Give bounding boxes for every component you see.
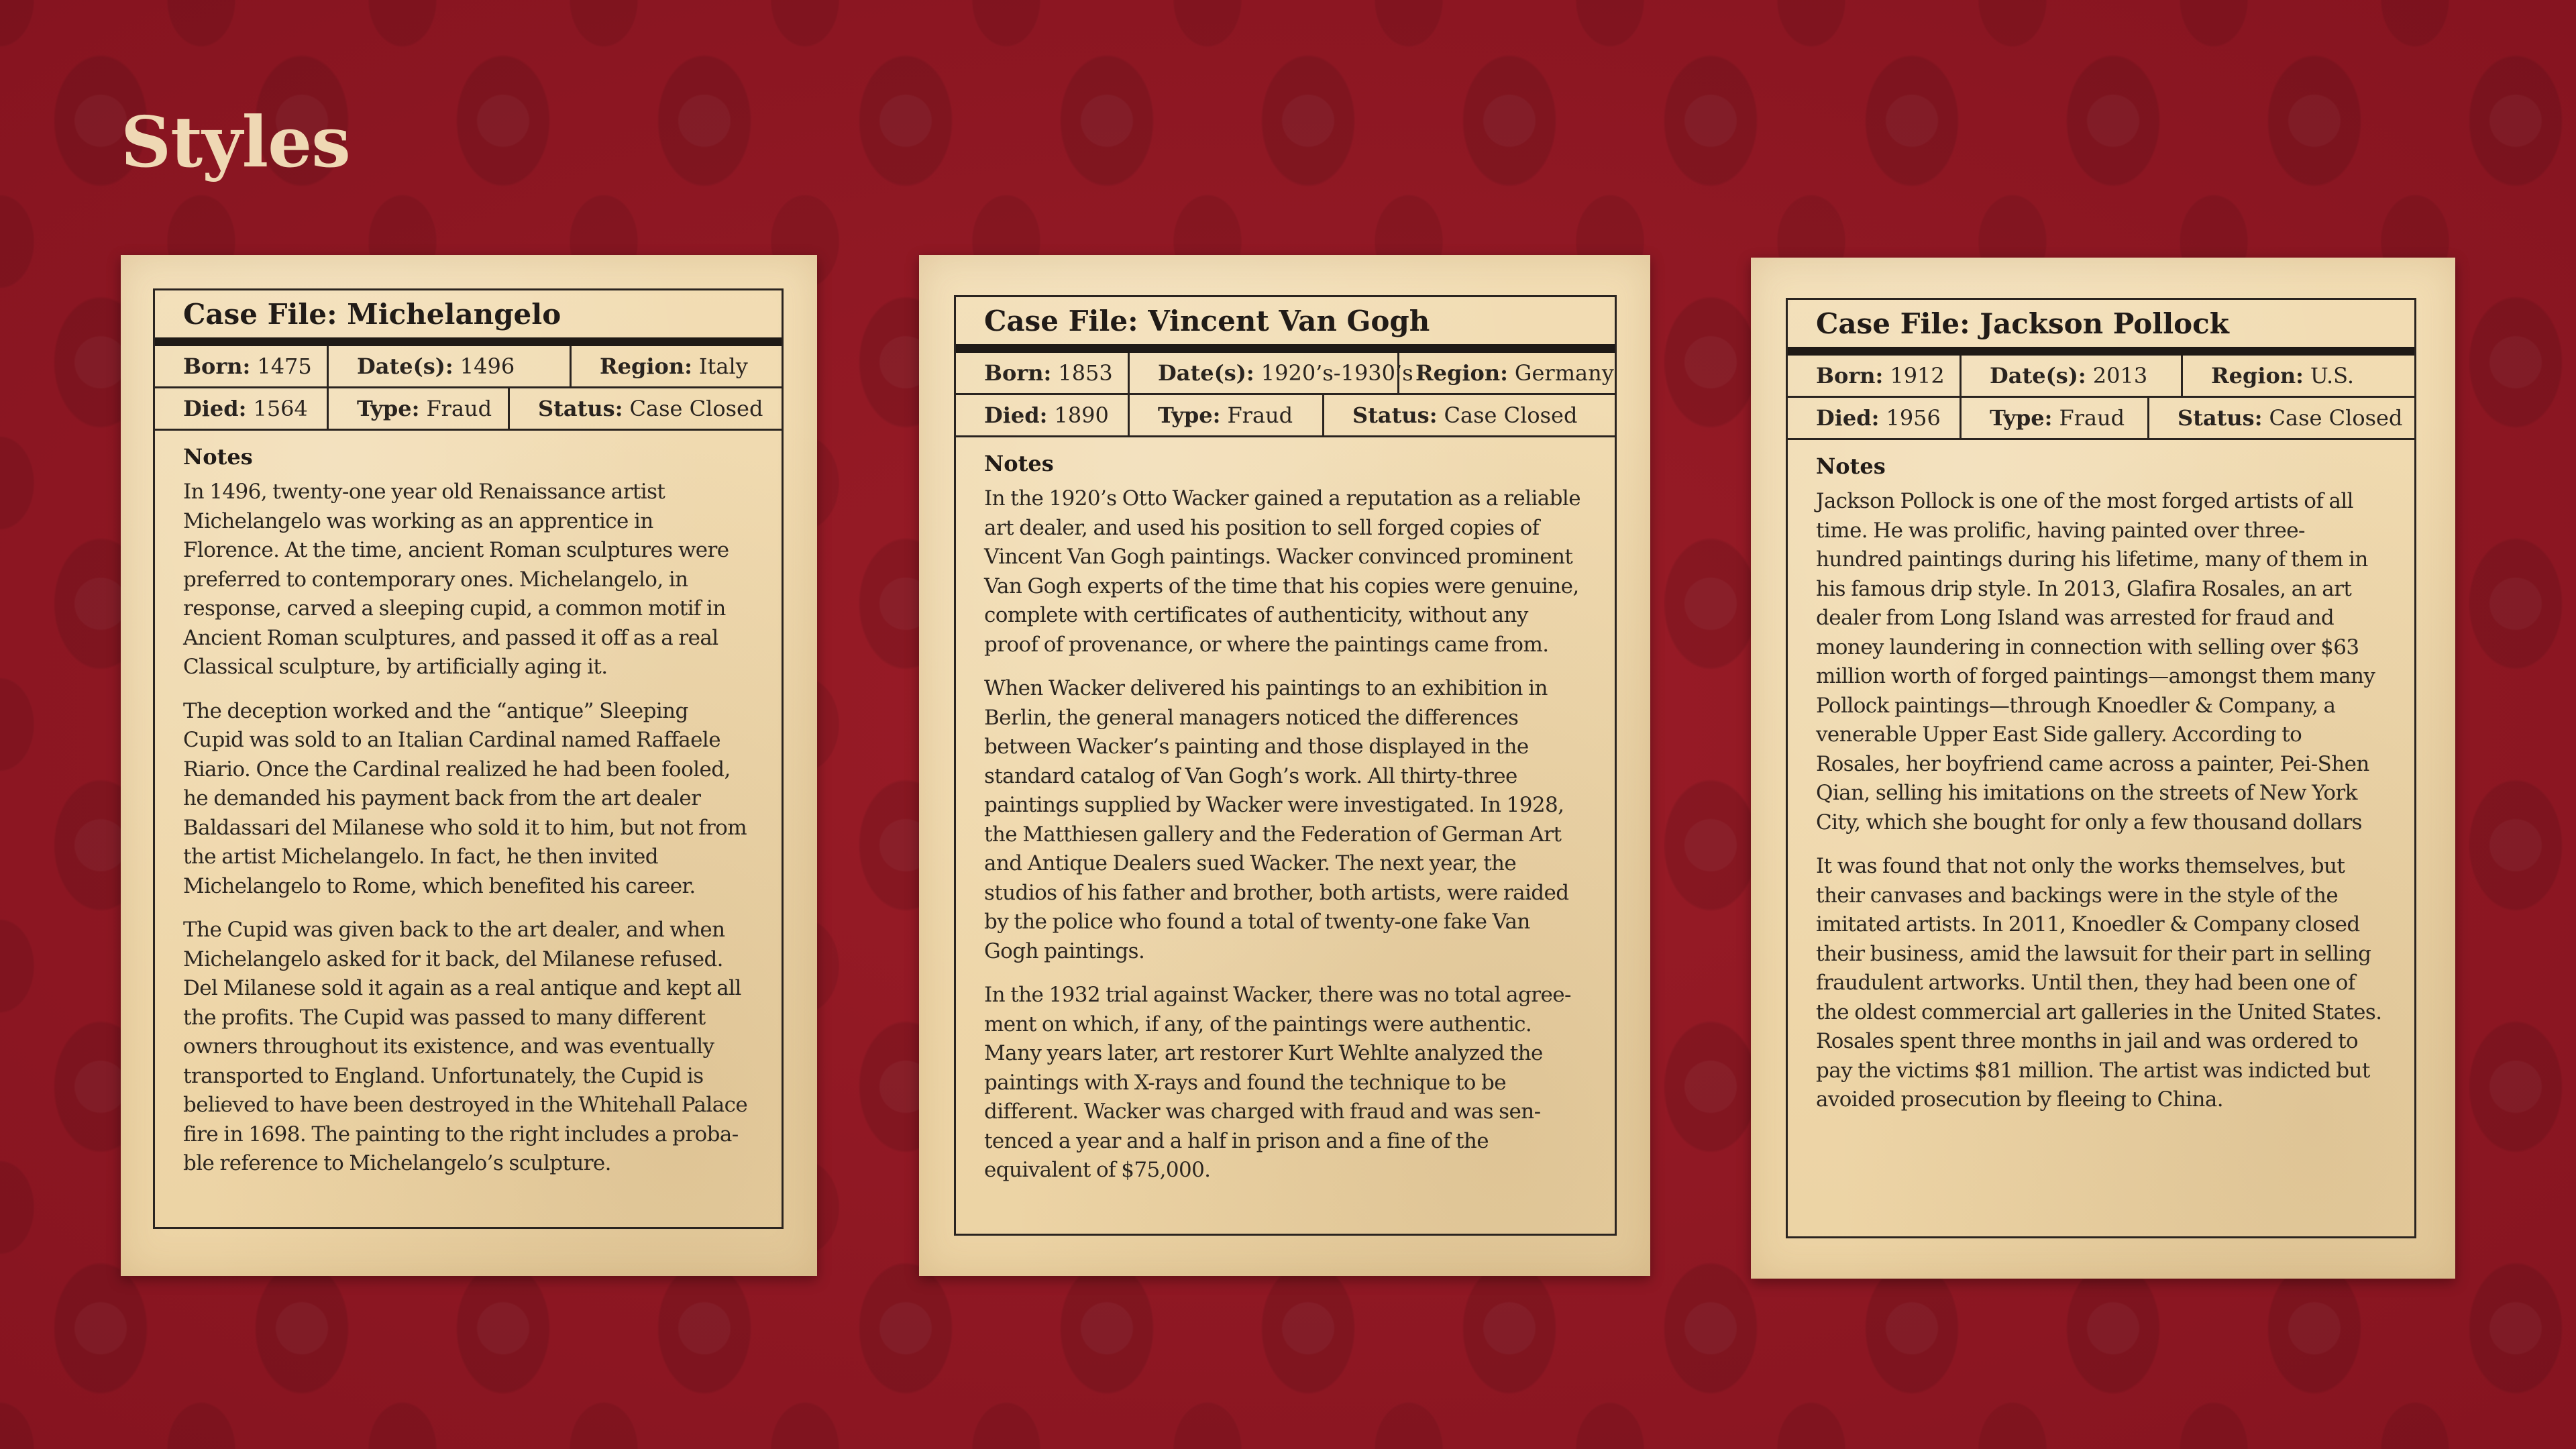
born-label: Born:: [183, 354, 251, 379]
dates-value: 1920’s-1930’s: [1260, 360, 1413, 386]
case-file-frame: [954, 295, 1617, 1236]
type-value: Fraud: [426, 396, 492, 421]
notes-heading: Notes: [183, 444, 253, 470]
notes-heading: Notes: [984, 451, 1054, 476]
region-label: Region:: [600, 354, 692, 379]
born-field: [1788, 356, 1960, 396]
notes-section: [155, 431, 782, 1179]
case-field-row-2: [956, 395, 1615, 437]
case-file-title: Case File: Michelangelo: [155, 290, 782, 346]
died-value: 1890: [1054, 402, 1109, 428]
status-field: [508, 388, 782, 429]
case-field-row-2: [1788, 398, 2414, 440]
status-value: Case Closed: [629, 396, 763, 421]
case-card-van-gogh: [919, 255, 1650, 1276]
region-field: [1397, 353, 1615, 393]
died-field: [155, 388, 327, 429]
born-label: Born:: [1816, 363, 1884, 388]
case-field-row-2: [155, 388, 782, 431]
died-field: [1788, 398, 1960, 438]
type-field: [327, 388, 508, 429]
notes-paragraph: In 1496, twenty-one year old Renaissance artist Michelangelo was working as an apprentice in Florence. At the time, ancient Roman sculptures were preferred to contemporary ones. Michelangelo, in response, carved a sleeping cupid, a common motif in Ancient Roman sculptures, and passed it off as a real Classical sculpture, by artificially aging it.: [183, 480, 729, 679]
status-label: Status:: [2178, 405, 2263, 431]
case-file-frame: [153, 288, 784, 1229]
status-label: Status:: [1352, 402, 1438, 428]
case-field-row-1: [1788, 356, 2414, 398]
type-label: Type:: [357, 396, 420, 421]
notes-section: [1788, 440, 2414, 1115]
born-label: Born:: [984, 360, 1052, 386]
case-file-title: Case File: Jackson Pollock: [1788, 300, 2414, 356]
dates-field: [327, 346, 570, 386]
died-label: Died:: [183, 396, 247, 421]
died-value: 1956: [1886, 405, 1941, 431]
dates-label: Date(s):: [357, 354, 453, 379]
type-value: Fraud: [2059, 405, 2125, 431]
case-field-row-1: [155, 346, 782, 388]
notes-paragraph: The Cupid was given back to the art dealer, and when Michelangelo asked for it back, del Milanese refused. Del Milanese sold it again as a real antique and kept all the profits. The Cupid was passed to many different owners throughout its existence, and was eventually transported to England. Unfortunately, the Cupid is believed to have been destroyed in the Whitehall Palace fire in 1698. The painting to the right includes a proba-ble reference to Michelangelo’s sculpture.: [183, 918, 748, 1175]
status-value: Case Closed: [2269, 405, 2403, 431]
dates-value: 2013: [2092, 363, 2148, 388]
region-label: Region:: [1415, 360, 1508, 386]
region-field: [570, 346, 782, 386]
born-field: [155, 346, 327, 386]
notes-paragraph: In the 1920’s Otto Wacker gained a reputation as a reliable art dealer, and used his position to sell forged copies of Vincent Van Gogh paintings. Wacker convinced prominent Van Gogh experts of the time that his copies were genuine, complete with certificates of authenticity, without any proof of provenance, or where the paintings came from.: [984, 486, 1580, 657]
region-value: Italy: [698, 354, 748, 379]
notes-paragraph: Jackson Pollock is one of the most forged artists of all time. He was prolific, having painted over three-hundred paintings during his lifetime, many of them in his famous drip style. In 2013, Glafira Rosales, an art dealer from Long Island was arrested for fraud and money laundering in connection with selling over $63 million worth of forged paintings—amongst them many Pollock paintings—through Knoedler & Company, a venerable Upper East Side gallery. According to Rosales, her boyfriend came across a painter, Pei-Shen Qian, selling his imitations on the streets of New York City, which she bought for only a few thousand dollars: [1816, 489, 2375, 835]
status-label: Status:: [538, 396, 623, 421]
case-file-frame: [1786, 298, 2416, 1238]
case-card-pollock: [1751, 258, 2455, 1279]
status-value: Case Closed: [1444, 402, 1578, 428]
region-field: [2181, 356, 2414, 396]
born-value: 1853: [1058, 360, 1113, 386]
died-label: Died:: [1816, 405, 1880, 431]
type-field: [1128, 395, 1322, 435]
case-card-michelangelo: [121, 255, 817, 1276]
dates-field: [1128, 353, 1413, 393]
notes-paragraph: In the 1932 trial against Wacker, there was no total agree-ment on which, if any, of the paintings were authentic. Many years later, art restorer Kurt Wehlte analyzed the paintings with X-rays and found the technique to be different. Wacker was charged with fraud and was sen-tenced a year and a half in prison and a fine of the equivalent of $75,000.: [984, 983, 1571, 1182]
notes-paragraph: It was found that not only the works themselves, but their canvases and backings were in the style of the imitated artists. In 2011, Knoedler & Company closed their business, amid the lawsuit for their part in selling fraudulent artworks. Until then, they had been one of the oldest commercial art galleries in the United States. Rosales spent three months in jail and was ordered to pay the victims $81 million. The artist was indicted but avoided prosecution by fleeing to China.: [1816, 854, 2382, 1112]
born-value: 1475: [257, 354, 312, 379]
notes-heading: Notes: [1816, 453, 1886, 479]
case-file-title: Case File: Vincent Van Gogh: [956, 297, 1615, 353]
born-field: [956, 353, 1128, 393]
notes-section: [956, 437, 1615, 1185]
notes-paragraph: When Wacker delivered his paintings to an exhibition in Berlin, the general managers noticed the differences between Wacker’s painting and those displayed in the standard catalog of Van Gogh’s work. All thirty-three paintings supplied by Wacker were investigated. In 1928, the Matthiesen gallery and the Federation of German Art and Antique Dealers sued Wacker. The next year, the studios of his father and brother, both artists, were raided by the police who found a total of twenty-one fake Van Gogh paintings.: [984, 676, 1569, 963]
status-field: [1322, 395, 1615, 435]
died-field: [956, 395, 1128, 435]
born-value: 1912: [1890, 363, 1945, 388]
region-label: Region:: [2211, 363, 2304, 388]
died-label: Died:: [984, 402, 1048, 428]
type-field: [1960, 398, 2147, 438]
dates-label: Date(s):: [1990, 363, 2086, 388]
died-value: 1564: [253, 396, 308, 421]
dates-value: 1496: [460, 354, 515, 379]
slide-title: Styles: [121, 101, 350, 183]
dates-label: Date(s):: [1158, 360, 1254, 386]
region-value: U.S.: [2310, 363, 2355, 388]
notes-paragraph: The deception worked and the “antique” Sleeping Cupid was sold to an Italian Cardinal named Raffaele Riario. Once the Cardinal realized he had been fooled, he demanded his payment back from the art dealer Baldassari del Milanese who sold it to him, but not from the artist Michelangelo. In fact, he then invited Michelangelo to Rome, which benefited his career.: [183, 698, 747, 898]
status-field: [2147, 398, 2414, 438]
type-value: Fraud: [1227, 402, 1293, 428]
type-label: Type:: [1990, 405, 2053, 431]
type-label: Type:: [1158, 402, 1221, 428]
case-field-row-1: [956, 353, 1615, 395]
region-value: Germany: [1514, 360, 1614, 386]
dates-field: [1960, 356, 2181, 396]
